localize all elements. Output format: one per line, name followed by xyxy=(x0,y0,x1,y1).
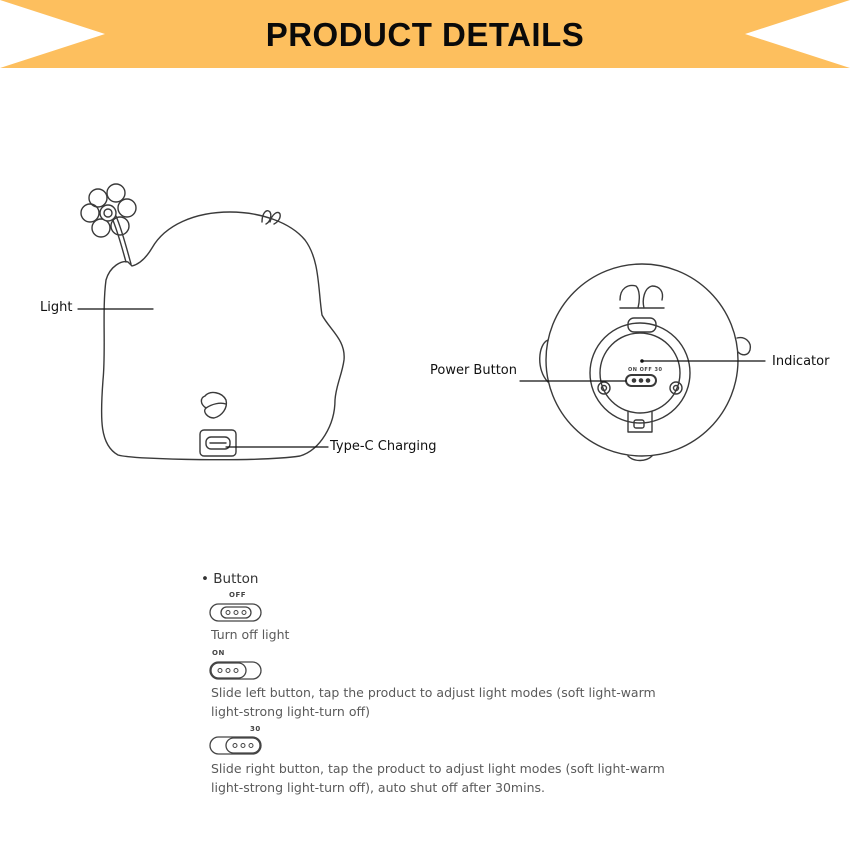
power-switch xyxy=(626,375,656,386)
instruction-text: Slide left button, tap the product to adjust light modes (soft light-warm light-strong light-turn off) xyxy=(211,685,656,719)
front-view-lamp xyxy=(78,184,344,460)
callout-power-button: Power Button xyxy=(430,363,517,378)
callout-type-c-charging: Type-C Charging xyxy=(330,439,437,454)
callout-light: Light xyxy=(40,300,73,315)
switch-off-icon xyxy=(209,603,263,623)
switch-on-icon xyxy=(209,661,263,681)
switch-state-label: OFF xyxy=(229,591,247,599)
bottom-view-base xyxy=(520,264,765,461)
base-switch-label: ON OFF 30 xyxy=(628,367,663,373)
page-title: PRODUCT DETAILS xyxy=(265,16,585,53)
switch-state-label: ON xyxy=(212,649,225,657)
flower-icon xyxy=(81,184,136,237)
callout-indicator: Indicator xyxy=(772,354,830,369)
switch-state-label: 30 xyxy=(250,725,261,733)
switch-30-icon xyxy=(209,736,263,756)
usb-c-port xyxy=(200,430,236,456)
instructions-heading: • Button xyxy=(201,571,259,587)
instruction-text: Slide right button, tap the product to adjust light modes (soft light-warm light-strong light-turn off), auto shut off after 30mins. xyxy=(211,761,665,795)
instruction-text: Turn off light xyxy=(211,627,290,642)
